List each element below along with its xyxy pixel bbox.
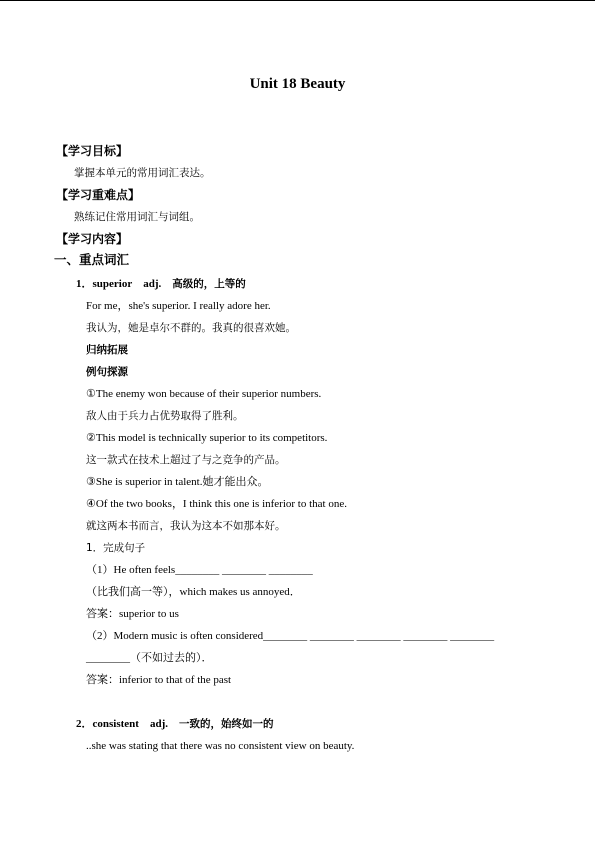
goals-heading: 【学习目标】 [56,144,129,158]
content-heading: 【学习内容】 [56,232,129,246]
question-1: （1）He often feels________ ________ ________ [86,564,313,576]
key-points-heading: 【学习重难点】 [56,188,141,202]
vocab-pos: adj. [143,278,162,290]
vocab-number: 2． [76,718,93,730]
sentence-2-cn: 这一款式在技术上超过了与之竞争的产品。 [86,454,286,466]
sentence-3: ③She is superior in talent.她才能出众。 [86,476,269,488]
examples-label: 例句探源 [86,366,128,378]
sentence-4-cn: 就这两本书而言，我认为这本不如那本好。 [86,520,286,532]
sentence-2-en: ②This model is technically superior to its competitors. [86,432,328,444]
question-2: （2）Modern music is often considered________ ________ ________ ________ ________ [86,630,495,642]
vocab-pos: adj. [149,718,168,730]
example-cn: 我认为，她是卓尔不群的。我真的很喜欢她。 [86,322,296,334]
sentence-1-en: ①The enemy won because of their superior numbers. [86,388,322,400]
vocab-item-superior [76,277,246,291]
vocab-meaning: 一致的，始终如一的 [178,718,274,730]
vocab-item-consistent [76,717,273,731]
example-en: For me，she's superior. I really adore her. [86,300,271,312]
vocab-word: superior [92,278,133,290]
sentence-4-en: ④Of the two books，I think this one is inferior to that one. [86,498,347,510]
goals-text: 掌握本单元的常用词汇表达。 [74,167,211,179]
sentence-1-cn: 敌人由于兵力占优势取得了胜利。 [86,410,244,422]
answer-2: 答案：inferior to that of the past [86,674,232,686]
question-1-hint: （比我们高一等），which makes us annoyed． [86,586,301,598]
key-points-text: 熟练记住常用词汇与词组。 [74,211,200,223]
answer-1: 答案：superior to us [86,608,179,620]
top-rule [0,0,595,1]
summary-label: 归纳拓展 [86,344,128,356]
section-heading-vocabulary: 一、重点词汇 [54,252,130,267]
question-2-continuation: ________（不如过去的）． [86,652,213,664]
example-2-en: ..she was stating that there was no consistent view on beauty. [86,740,355,752]
page-title: Unit 18 Beauty [249,76,346,92]
vocab-word: consistent [92,718,139,730]
vocab-meaning: 高级的，上等的 [172,278,246,290]
vocab-number: 1． [76,278,93,290]
exercise-label: 1．完成句子 [86,542,146,554]
